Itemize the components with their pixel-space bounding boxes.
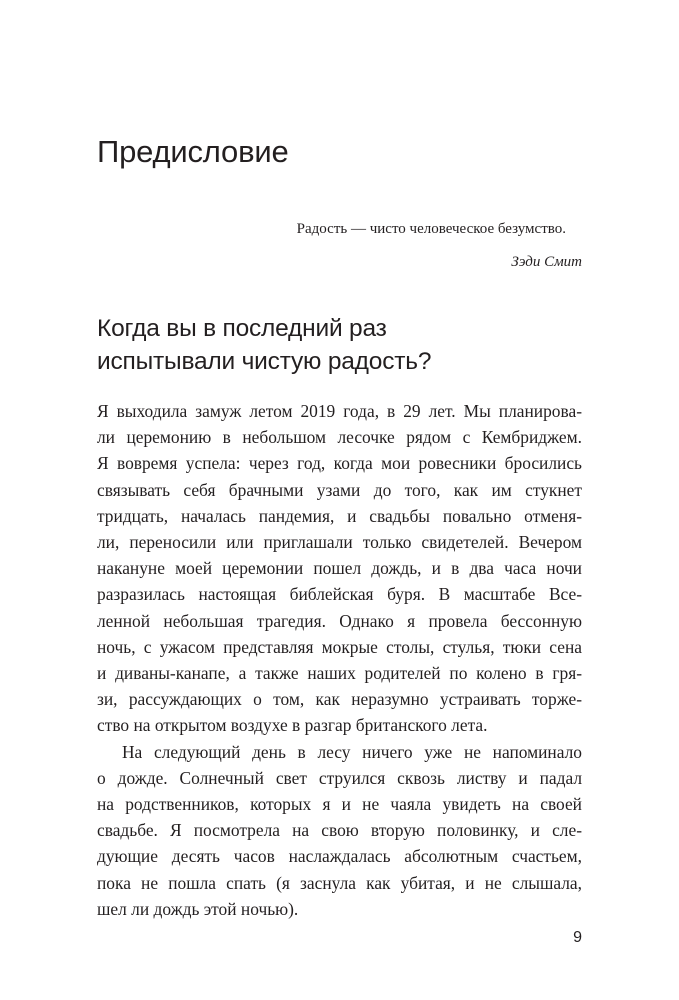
text-line: ленной небольшая трагедия. Однако я провела бессонную	[97, 610, 582, 631]
epigraph	[220, 219, 582, 272]
section-heading-line: Когда вы в последний раз	[97, 315, 387, 342]
text-line: ли церемонию в небольшом лесочке рядом с Кембриджем.	[97, 427, 582, 448]
text-line: разразилась настоящая библейская буря. В масштабе Все-	[97, 584, 582, 605]
page-number: 9	[573, 929, 582, 946]
paragraph-2	[97, 739, 582, 922]
text-line: на родственников, которых я и не чаяла увидеть на своей	[97, 794, 582, 815]
text-line: шел ли дождь этой ночью).	[97, 898, 299, 919]
text-line: свадьбе. Я посмотрела на свою вторую половинку, и сле-	[97, 820, 582, 841]
text-line: и диваны-канапе, а также наших родителей по колено в гря-	[97, 663, 582, 684]
section-heading-line: испытывали чистую радость?	[97, 348, 432, 375]
text-line: о дожде. Солнечный свет струился сквозь листву и падал	[97, 767, 582, 788]
paragraph-1	[97, 398, 582, 739]
text-line: Я вовремя успела: через год, когда мои ровесники бросились	[97, 453, 582, 474]
chapter-title: Предисловие	[97, 134, 289, 169]
body-text	[97, 398, 582, 922]
text-line: накануне моей церемонии пошел дождь, и в два часа ночи	[97, 558, 582, 579]
text-line: ночь, с ужасом представляя мокрые столы, стулья, тюки сена	[97, 636, 582, 657]
text-line: На следующий день в лесу ничего уже не напоминало	[122, 741, 582, 762]
text-line: ство на открытом воздухе в разгар британского лета.	[97, 715, 488, 736]
text-line: ли, переносили или приглашали только свидетелей. Вечером	[97, 532, 582, 553]
text-line: связывать себя брачными узами до того, как им стукнет	[97, 479, 582, 500]
epigraph-quote: Радость — чисто человеческое безумство.	[296, 221, 566, 237]
text-line: дующие десять часов наслаждалась абсолютным счастьем,	[97, 846, 582, 867]
text-line: пока не пошла спать (я заснула как убитая, и не слышала,	[97, 872, 582, 893]
text-line: Я выходила замуж летом 2019 года, в 29 лет. Мы планирова-	[97, 401, 582, 421]
epigraph-author: Зэди Смит	[511, 254, 582, 270]
text-line: тридцать, началась пандемия, и свадьбы повально отменя-	[97, 505, 582, 526]
text-line: зи, рассуждающих о том, как неразумно устраивать торже-	[97, 689, 582, 710]
section-heading	[97, 312, 577, 378]
